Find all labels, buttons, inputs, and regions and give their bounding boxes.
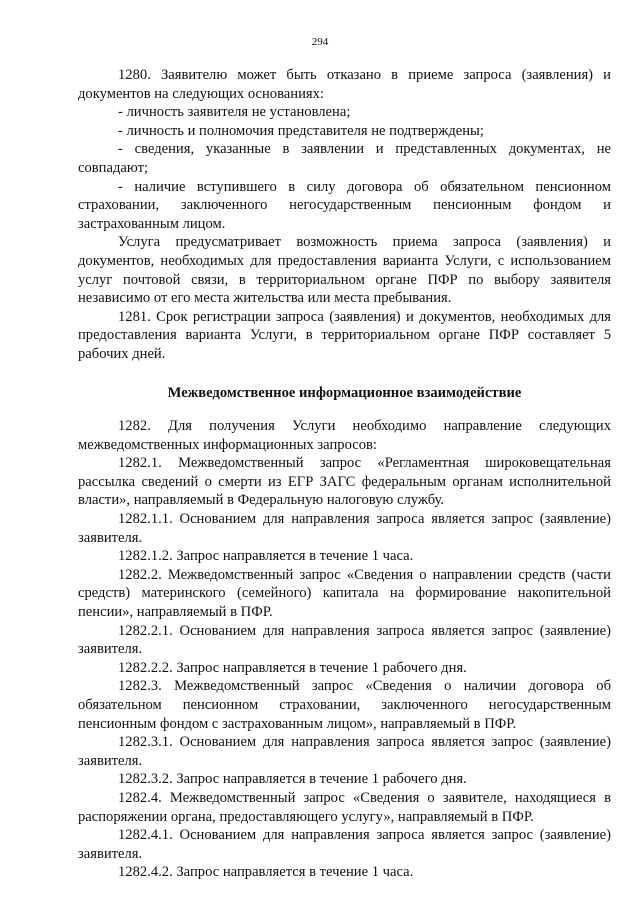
paragraph-1282-1-2: 1282.1.2. Запрос направляется в течение 1 часа. — [118, 548, 414, 565]
paragraph-service: Услуга предусматривает возможность приема запроса (заявления) и документов, необходимых для предоставления варианта Услуги, с использованием услуг почтовой связи, в территориальном органе ПФР по выбору заявителя независимо от его места жительства или места пребывания. — [78, 234, 611, 307]
paragraph-1282-4-2: 1282.4.2. Запрос направляется в течение 1 часа. — [118, 864, 414, 881]
paragraph-1282-3-2: 1282.3.2. Запрос направляется в течение 1 рабочего дня. — [118, 771, 467, 788]
section-heading: Межведомственное информационное взаимодействие — [167, 384, 522, 401]
paragraph-1282-3: 1282.3. Межведомственный запрос «Сведения о наличии договора об обязательном пенсионном страховании, заключенного негосударственным пенсионным фондом с застрахованным лицом», направляемый в ПФР. — [78, 678, 611, 732]
list-item-contract: - наличие вступившего в силу договора об обязательном пенсионном страховании, заключенного негосударственным пенсионным фондом и застрахованным лицом. — [78, 178, 611, 232]
spacer — [78, 364, 611, 380]
paragraph-1282-3-1: 1282.3.1. Основанием для направления запроса является запрос (заявление) заявителя. — [78, 734, 611, 769]
paragraph-1281: 1281. Срок регистрации запроса (заявления) и документов, необходимых для предоставления варианта Услуги, в территориальном органе ПФР составляет 5 рабочих дней. — [78, 308, 611, 362]
paragraph-1280: 1280. Заявителю может быть отказано в приеме запроса (заявления) и документов на следующих основаниях: — [78, 67, 611, 102]
paragraph-1282-4-1: 1282.4.1. Основанием для направления запроса является запрос (заявление) заявителя. — [78, 827, 611, 862]
page-number: 294 — [311, 36, 329, 48]
paragraph-1282-2: 1282.2. Межведомственный запрос «Сведения о направлении средств (части средств) материнского (семейного) капитала на формирование накопительной пенсии», направляемый в ПФР. — [78, 566, 611, 621]
paragraph-1282-2-2: 1282.2.2. Запрос направляется в течение 1 рабочего дня. — [118, 659, 467, 676]
list-item-representative: - личность и полномочия представителя не подтверждены; — [118, 122, 484, 139]
paragraph-1282-1-1: 1282.1.1. Основанием для направления запроса является запрос (заявление) заявителя. — [78, 511, 611, 546]
paragraph-1282-4: 1282.4. Межведомственный запрос «Сведения о заявителе, находящиеся в распоряжении органа, предоставляющего услугу», направляемый в ПФР. — [78, 789, 611, 825]
paragraph-1282: 1282. Для получения Услуги необходимо направление следующих межведомственных информационных запросов: — [78, 418, 611, 453]
paragraph-1282-1: 1282.1. Межведомственный запрос «Регламентная широковещательная рассылка сведений о смерти из ЕГР ЗАГС федеральным органам исполнительной власти», направляемый в Федеральную налоговую службу. — [78, 455, 611, 509]
list-item-identity: - личность заявителя не установлена; — [118, 104, 351, 121]
paragraph-1282-2-1: 1282.2.1. Основанием для направления запроса является запрос (заявление) заявителя. — [78, 622, 611, 658]
document-body — [78, 66, 611, 882]
list-item-mismatch: - сведения, указанные в заявлении и представленных документах, не совпадают; — [78, 141, 611, 176]
